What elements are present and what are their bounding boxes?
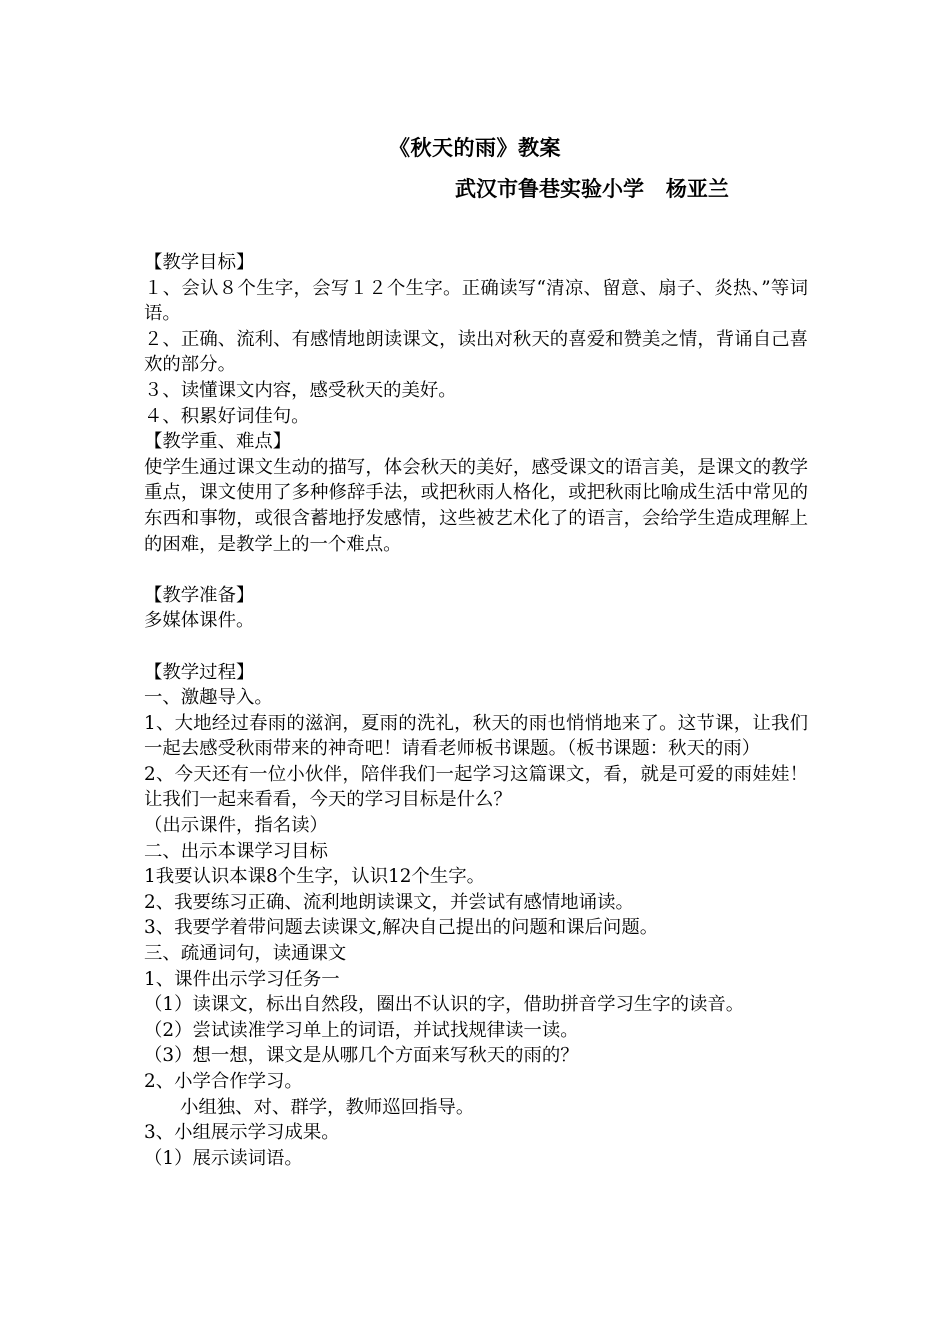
process-line: 2、小学合作学习。 — [144, 1071, 303, 1092]
goal-item-1: １、会认８个生字，会写１２个生字。正确读写“清凉、留意、扇子、炎热、”等词语。 — [144, 277, 808, 325]
process-line: （1）读课文，标出自然段，圈出不认识的字，借助拼音学习生字的读音。 — [144, 994, 745, 1016]
blank-line — [144, 634, 808, 660]
process-line: 3、我要学着带问题去读课文,解决自己提出的问题和课后问题。 — [144, 917, 659, 939]
process-line: 1我要认识本课8个生字，认识12个生字。 — [144, 866, 486, 888]
process-line: （3）想一想，课文是从哪几个方面来写秋天的雨的？ — [144, 1045, 579, 1067]
goals-heading: 【教学目标】 — [144, 252, 255, 273]
document-title: 《秋天的雨》教案 — [389, 135, 561, 160]
document-author: 武汉市鲁巷实验小学 杨亚兰 — [455, 176, 729, 201]
blank-line — [144, 557, 808, 583]
goal-item-2: ２、正确、流利、有感情地朗读课文，读出对秋天的喜爱和赞美之情，背诵自己喜欢的部分。 — [144, 328, 808, 376]
process-line: （2）尝试读准学习单上的词语，并试找规律读一读。 — [144, 1019, 579, 1041]
preparation-text: 多媒体课件。 — [144, 610, 255, 632]
process-line: 三、疏通词句，读通课文 — [144, 943, 347, 965]
process-line: 2、今天还有一位小伙伴，陪伴我们一起学习这篇课文，看，就是可爱的雨娃娃！让我们一起来看看，今天的学习目标是什么？ — [144, 763, 808, 811]
process-line: （1）展示读词语。 — [144, 1147, 303, 1169]
goal-item-4: ４、积累好词佳句。 — [144, 405, 310, 427]
process-line: （出示课件，指名读） — [144, 815, 328, 837]
process-line: 二、出示本课学习目标 — [144, 840, 328, 862]
process-line: 一、激趣导入。 — [144, 687, 273, 709]
process-line: 小组独、对、群学，教师巡回指导。 — [180, 1096, 475, 1118]
process-line: 1、课件出示学习任务一 — [144, 968, 340, 990]
key-points-heading: 【教学重、难点】 — [144, 431, 292, 453]
process-line: 1、大地经过春雨的滋润，夏雨的洗礼，秋天的雨也悄悄地来了。这节课，让我们一起去感受秋雨带来的神奇吧！请看老师板书课题。（板书课题：秋天的雨） — [144, 712, 808, 760]
process-line: 3、小组展示学习成果。 — [144, 1122, 340, 1144]
process-heading: 【教学过程】 — [144, 661, 255, 683]
document-body — [144, 250, 808, 1171]
key-points-text: 使学生通过课文生动的描写，体会秋天的美好，感受课文的语言美，是课文的教学重点，课文使用了多种修辞手法，或把秋雨人格化，或把秋雨比喻成生活中常见的东西和事物，或很含蓄地抒发感情，这些被艺术化了的语言，会给学生造成理解上的困难，是教学上的一个难点。 — [144, 456, 808, 555]
process-line: 2、我要练习正确、流利地朗读课文，并尝试有感情地诵读。 — [144, 891, 634, 913]
goal-item-3: ３、读懂课文内容，感受秋天的美好。 — [144, 379, 457, 401]
preparation-heading: 【教学准备】 — [144, 584, 255, 606]
